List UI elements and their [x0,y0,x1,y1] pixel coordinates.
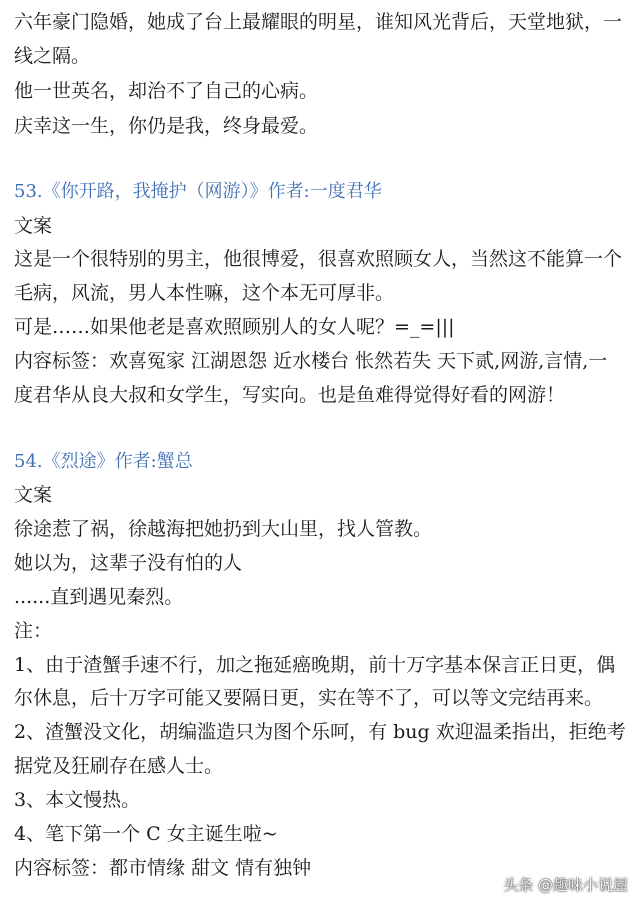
intro-line: 他一世英名，却治不了自己的心病。 [14,80,319,102]
entry-53-line: 毛病，风流，男人本性嘛，这个本无可厚非。 [14,282,395,304]
entry-54-line: ......直到遇见秦烈。 [14,586,184,608]
entry-54-line: 3、本文慢热。 [14,789,141,811]
entry-54-line: 1、由于渣蟹手速不行，加之拖延癌晚期，前十万字基本保言正日更，偶 [14,654,616,676]
entry-54-line: 她以为，这辈子没有怕的人 [14,552,243,574]
entry-54-line: 文案 [14,484,53,506]
entry-54-line: 注： [14,620,53,642]
entry-54-heading: 54.《烈途》作者:蟹总 [14,451,193,472]
entry-53-tags: 度君华从良大叔和女学生，写实向。也是鱼难得觉得好看的网游！ [14,384,566,406]
watermark-text: 头条 @趣味小说屋 [503,876,628,894]
entry-53-line: 这是一个很特别的男主，他很博爱，很喜欢照顾女人，当然这不能算一个 [14,248,623,270]
entry-54-line: 4、笔下第一个 C 女主诞生啦~ [14,823,278,845]
entry-54-tags: 内容标签：都市情缘 甜文 情有独钟 [14,857,312,879]
intro-line: 庆幸这一生，你仍是我，终身最爱。 [14,115,319,137]
watermark [503,874,628,895]
entry-54-line: 尔休息，后十万字可能又要隔日更，实在等不了，可以等文完结再来。 [14,687,604,709]
entry-54-line: 据党及狂刷存在感人士。 [14,755,224,777]
entry-53-heading: 53.《你开路，我掩护（网游）》作者:一度君华 [14,181,382,202]
entry-53-line: 文案 [14,215,53,237]
entry-54-line: 徐途惹了祸，徐越海把她扔到大山里，找人管教。 [14,518,433,540]
entry-54-line: 2、渣蟹没文化，胡编滥造只为图个乐呵，有 bug 欢迎温柔指出，拒绝考 [14,721,626,743]
entry-53-tags: 内容标签：欢喜冤家 江湖恩怨 近水楼台 怅然若失 天下贰,网游,言情,一 [14,350,608,372]
intro-line: 六年豪门隐婚，她成了台上最耀眼的明星，谁知风光背后，天堂地狱，一 [14,11,623,33]
entry-53-line: 可是……如果他老是喜欢照顾别人的女人呢？=_=||| [14,316,455,338]
intro-line: 线之隔。 [14,45,91,67]
